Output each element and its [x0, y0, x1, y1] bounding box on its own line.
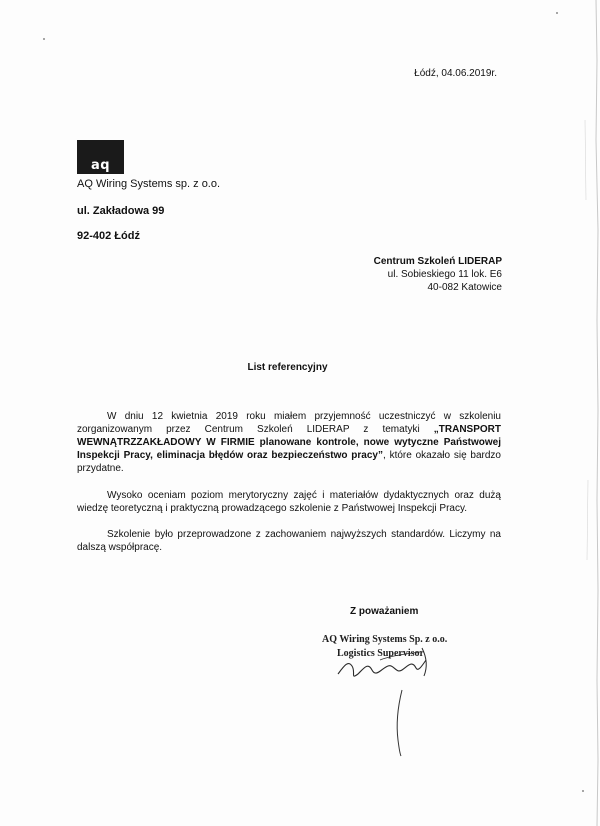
pen-stroke-mark: [392, 688, 408, 758]
closing-phrase: Z poważaniem: [350, 606, 419, 617]
stamp-company: AQ Wiring Systems Sp. z o.o.: [322, 634, 448, 645]
handwritten-signature: [330, 630, 440, 690]
body-paragraph-1: [77, 410, 501, 475]
recipient-city: 40-082 Katowice: [427, 282, 502, 293]
letter-date: Łódź, 04.06.2019r.: [414, 68, 497, 79]
logo-text: aq: [90, 158, 111, 173]
recipient-street: ul. Sobieskiego 11 lok. E6: [387, 269, 502, 280]
recipient-name: Centrum Szkoleń LIDERAP: [373, 256, 502, 267]
company-logo: [77, 140, 124, 174]
scan-speck: [556, 12, 558, 14]
paragraph-1-ending: , które okazało się bardzo przydatne.: [77, 450, 501, 474]
sender-company-name: AQ Wiring Systems sp. z o.o.: [77, 178, 221, 190]
stamp-position: Logistics Supervisor: [337, 648, 424, 659]
sender-city: 92-402 Łódź: [77, 230, 140, 242]
sender-street: ul. Zakładowa 99: [77, 205, 165, 217]
training-topic: „TRANSPORT WEWNĄTRZZAKŁADOWY W FIRMIE planowane kontrole, nowe wytyczne Państwowej Inspekcji Pracy, eliminacja błędów oraz bezpieczeństwo pracy”: [77, 424, 501, 461]
scan-speck: [43, 38, 45, 40]
scan-edge-shadow: [560, 0, 600, 826]
scan-speck: [582, 790, 584, 792]
letter-title: List referencyjny: [247, 362, 328, 373]
body-paragraph-2: Wysoko oceniam poziom merytoryczny zajęć i materiałów dydaktycznych oraz dużą wiedzę teoretyczną i praktyczną prowadzącego szkolenie z Państwowej Inspekcji Pracy.: [77, 490, 501, 514]
paragraph-1-text: W dniu 12 kwietnia 2019 roku miałem przyjemność uczestniczyć w szkoleniu zorganizowanym przez Centrum Szkoleń LIDERAP z tematyki: [77, 411, 501, 435]
body-paragraph-3: Szkolenie było przeprowadzone z zachowaniem najwyższych standardów. Liczymy na dalszą współpracę.: [77, 529, 501, 553]
